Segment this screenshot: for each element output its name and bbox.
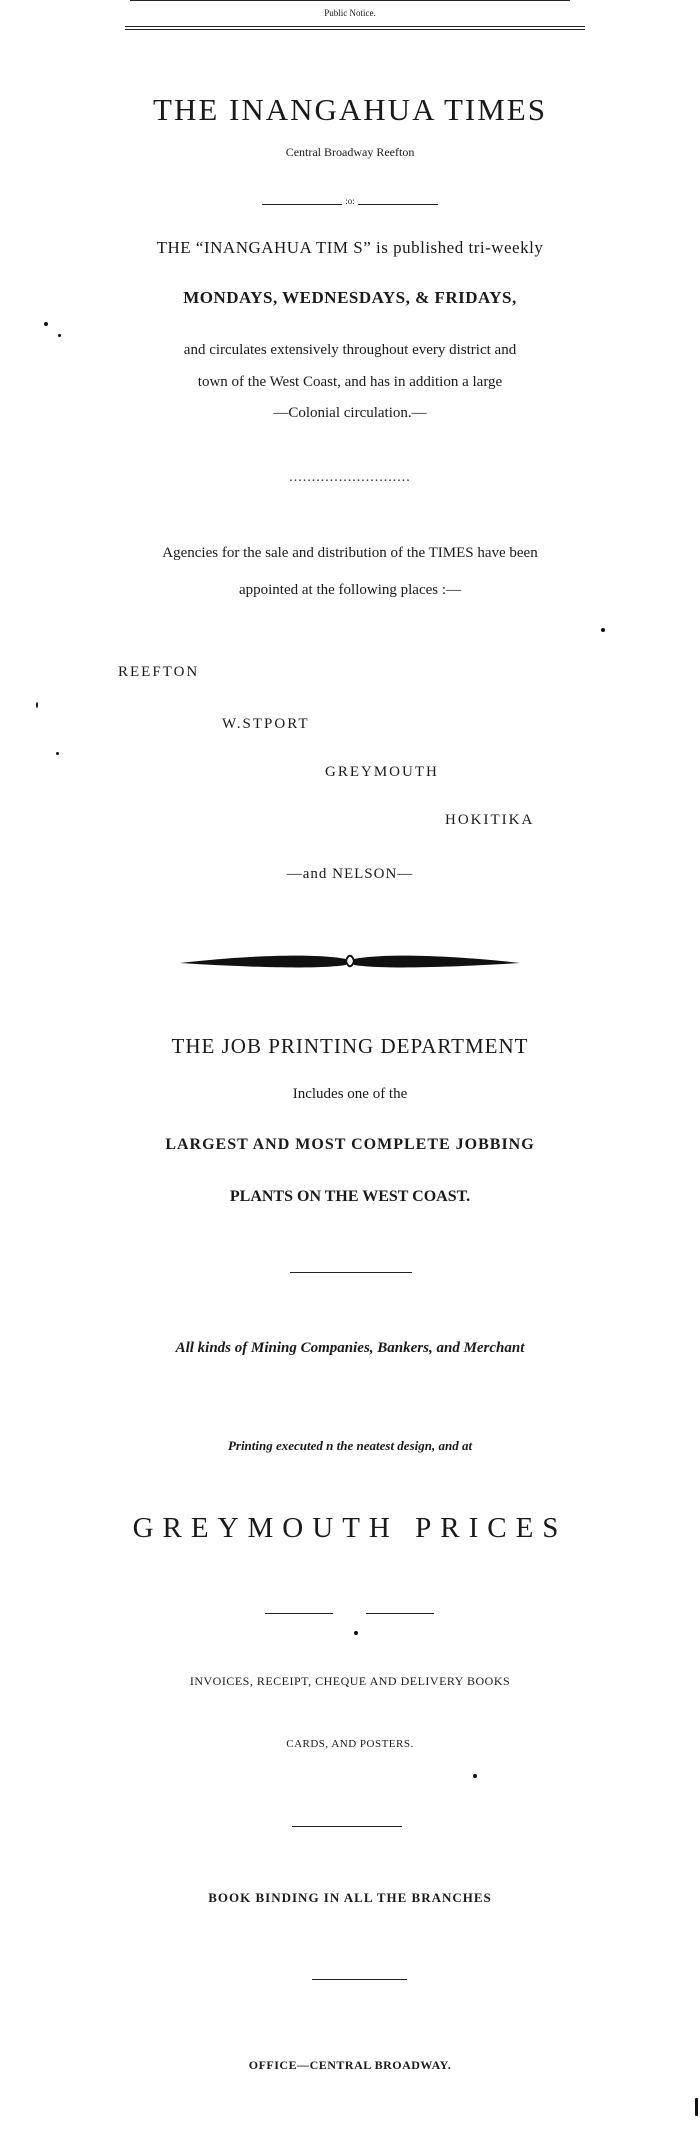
intro-dots: ........................... <box>289 470 411 485</box>
agencies-line1: Agencies for the sale and distribution of the TIMES have been <box>162 545 538 561</box>
masthead-address: Central Broadway Reefton <box>285 145 415 159</box>
agency-place-2: W.STPORT <box>222 716 310 732</box>
services-line4: CARDS, AND POSTERS. <box>286 1738 414 1750</box>
short-rule-2b <box>366 1613 434 1614</box>
intro-line1: THE “INANGAHUA TIM S” is published tri-weekly <box>156 238 544 257</box>
ink-speck <box>58 334 61 337</box>
ink-speck <box>56 752 59 755</box>
job-printing-line3: PLANTS ON THE WEST COAST. <box>229 1188 471 1205</box>
agencies-line2: appointed at the following places :— <box>238 582 462 598</box>
top-border-rule <box>130 0 570 1</box>
ink-speck <box>473 1774 477 1778</box>
ink-speck <box>354 1631 358 1635</box>
ink-speck <box>36 702 38 708</box>
short-rule-3 <box>292 1826 402 1827</box>
section-label: Public Notice. <box>324 8 376 18</box>
agency-place-1: REEFTON <box>118 664 200 680</box>
job-printing-heading: THE JOB PRINTING DEPARTMENT <box>171 1034 529 1058</box>
intro-line3: town of the West Coast, and has in addition a large <box>197 374 503 390</box>
short-rule-2a <box>265 1613 333 1614</box>
header-rule-2 <box>125 29 585 30</box>
office-line: OFFICE—CENTRAL BROADWAY. <box>248 2058 452 2072</box>
agency-place-4: HOKITIKA <box>445 812 535 828</box>
services-line5: BOOK BINDING IN ALL THE BRANCHES <box>208 1890 492 1905</box>
services-line2: Printing executed n the neatest design, and at <box>227 1438 473 1453</box>
short-rule-1 <box>290 1272 412 1273</box>
intro-days: MONDAYS, WEDNESDAYS, & FRIDAYS, <box>183 288 517 307</box>
header-rule <box>125 26 585 27</box>
ink-speck <box>695 2098 698 2116</box>
services-line3: INVOICES, RECEIPT, CHEQUE AND DELIVERY BOOKS <box>189 1674 511 1688</box>
divider-left <box>262 204 342 205</box>
divider-right <box>358 204 438 205</box>
services-prices: GREYMOUTH PRICES <box>132 1512 568 1544</box>
services-line1: All kinds of Mining Companies, Bankers, and Merchant <box>175 1340 525 1356</box>
ornamental-divider <box>170 948 530 974</box>
divider-mark: :o: <box>345 196 355 206</box>
agency-place-3: GREYMOUTH <box>325 764 439 780</box>
job-printing-line2: LARGEST AND MOST COMPLETE JOBBING <box>165 1136 535 1153</box>
job-printing-line1: Includes one of the <box>292 1086 408 1102</box>
ink-speck <box>601 628 605 632</box>
ink-speck <box>44 322 48 326</box>
short-rule-4 <box>312 1979 407 1980</box>
intro-line4: —Colonial circulation.— <box>273 405 427 421</box>
intro-line2: and circulates extensively throughout every district and <box>183 342 517 358</box>
agency-place-5: —and NELSON— <box>286 866 414 882</box>
masthead-title: THE INANGAHUA TIMES <box>153 92 547 127</box>
